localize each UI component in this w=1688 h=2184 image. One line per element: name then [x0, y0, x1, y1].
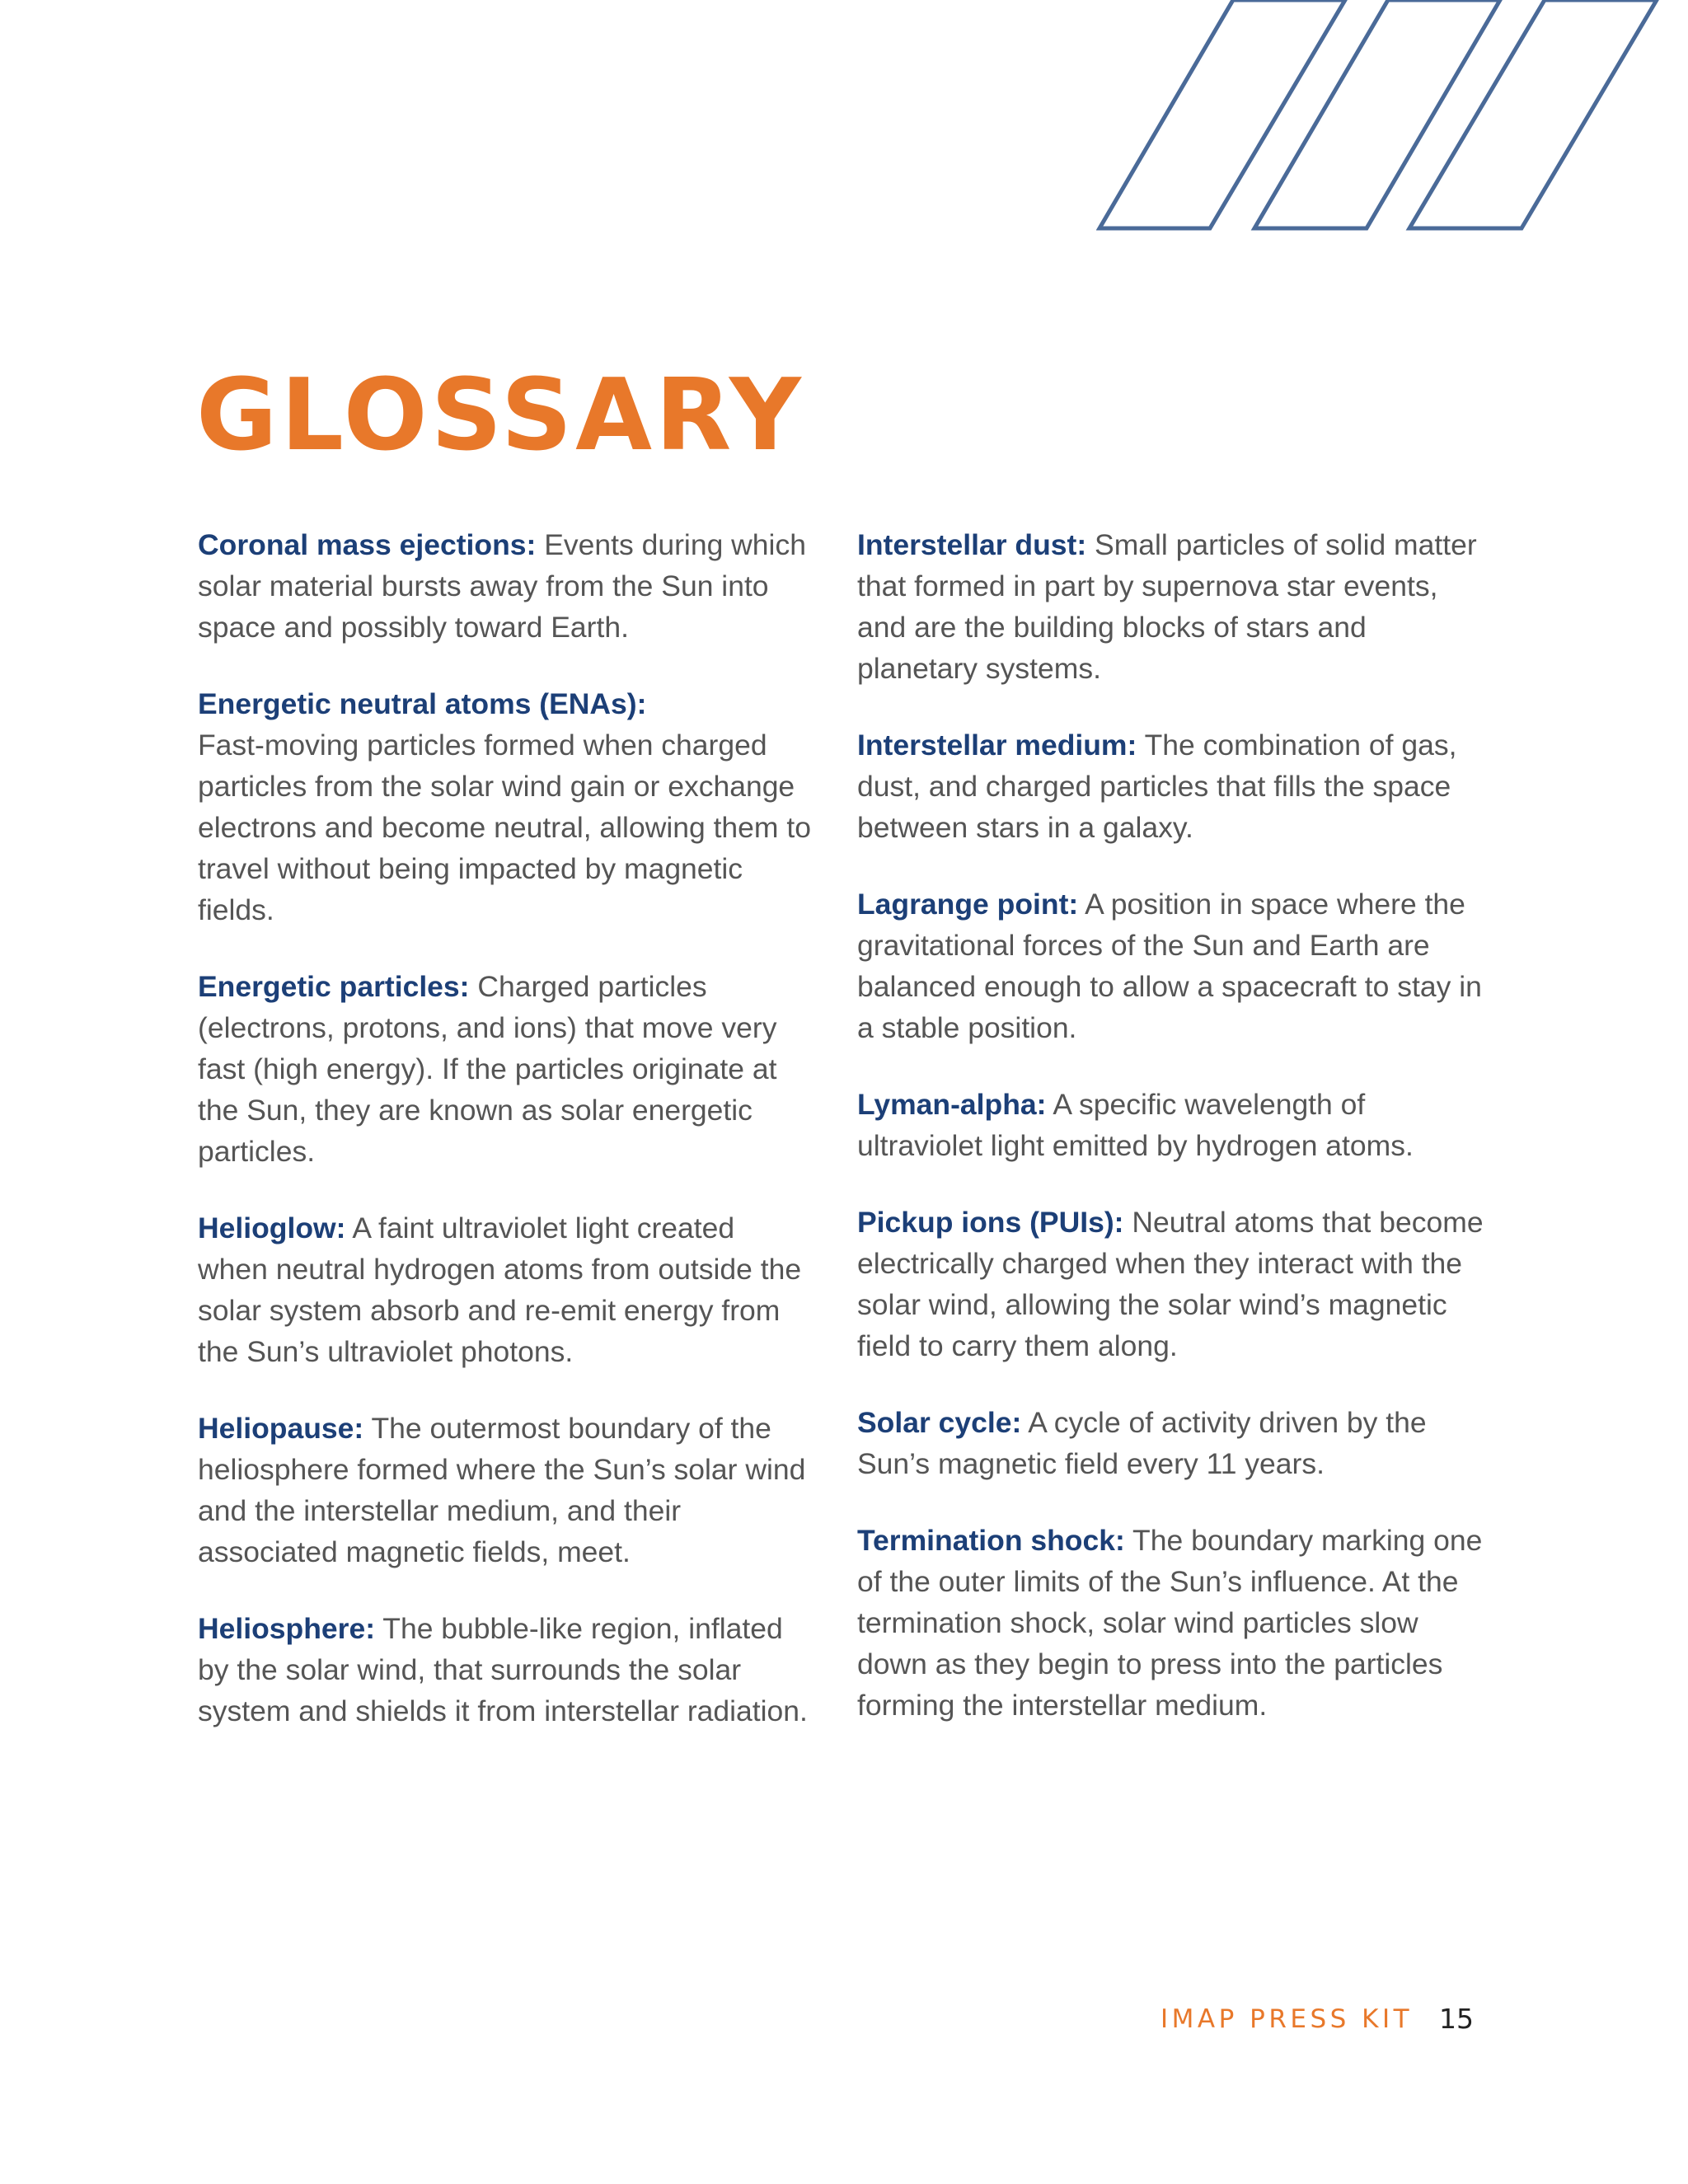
- glossary-entry: [857, 1520, 1492, 1726]
- glossary-entry: [857, 724, 1492, 848]
- glossary-entry: [857, 883, 1492, 1048]
- glossary-term: Solar cycle:: [857, 1406, 1022, 1439]
- glossary-entry: [198, 1207, 812, 1372]
- glossary-entry: [857, 1202, 1492, 1366]
- glossary-definition: The boundary marking one of the outer limits of the Sun’s influence. At the termination shock, solar wind particles slow down as they begin to press into the particles forming the interstellar medium.: [857, 1524, 1483, 1722]
- footer-press-kit-label: IMAP PRESS KIT: [1160, 2004, 1414, 2034]
- glossary-definition: A specific wavelength of ultraviolet light emitted by hydrogen atoms.: [857, 1088, 1414, 1162]
- glossary-entry: [198, 683, 812, 930]
- glossary-term: Interstellar dust:: [857, 528, 1087, 561]
- glossary-definition: Neutral atoms that become electrically charged when they interact with the solar wind, allowing the solar wind’s magnetic field to carry them along.: [857, 1206, 1484, 1362]
- glossary-term: Pickup ions (PUIs):: [857, 1206, 1124, 1239]
- glossary-definition: The combination of gas, dust, and charged particles that fills the space between stars in a galaxy.: [857, 729, 1457, 844]
- diagonal-stripes-decoration: [1096, 0, 1688, 239]
- glossary-term: Heliopause:: [198, 1412, 364, 1445]
- glossary-term: Helioglow:: [198, 1212, 346, 1244]
- glossary-definition: Events during which solar material bursts away from the Sun into space and possibly toward Earth.: [198, 528, 806, 644]
- glossary-definition: A faint ultraviolet light created when neutral hydrogen atoms from outside the solar system absorb and re-emit energy from the Sun’s ultraviolet photons.: [198, 1212, 802, 1368]
- glossary-term: Lagrange point:: [857, 888, 1079, 921]
- glossary-definition: A cycle of activity driven by the Sun’s magnetic field every 11 years.: [857, 1406, 1427, 1480]
- glossary-entry: [198, 524, 812, 648]
- stripe-3: [1409, 0, 1657, 228]
- glossary-definition: Charged particles (electrons, protons, and ions) that move very fast (high energy). If the particles originate at the Sun, they are known as solar energetic particles.: [198, 970, 777, 1168]
- glossary-column-left: [198, 524, 812, 1767]
- glossary-definition: A position in space where the gravitational forces of the Sun and Earth are balanced enough to allow a spacecraft to stay in a stable position.: [857, 888, 1482, 1044]
- glossary-entry: [857, 524, 1492, 689]
- glossary-term: Coronal mass ejections:: [198, 528, 537, 561]
- glossary-column-right: [857, 524, 1492, 1761]
- glossary-definition: Fast-moving particles formed when charged particles from the solar wind gain or exchange electrons and become neutral, allowing them to travel without being impacted by magnetic fields.: [198, 729, 811, 926]
- stripe-1: [1100, 0, 1345, 228]
- glossary-entry: [857, 1402, 1492, 1484]
- glossary-definition: Small particles of solid matter that formed in part by supernova star events, and are the building blocks of stars and planetary systems.: [857, 528, 1477, 685]
- glossary-entry: [198, 1408, 812, 1572]
- stripe-2: [1254, 0, 1500, 228]
- glossary-definition: The outermost boundary of the heliosphere formed where the Sun’s solar wind and the interstellar medium, and their associated magnetic fields, meet.: [198, 1412, 806, 1568]
- glossary-definition: The bubble-like region, inflated by the solar wind, that surrounds the solar system and shields it from interstellar radiation.: [198, 1612, 808, 1727]
- glossary-term: Interstellar medium:: [857, 729, 1137, 762]
- glossary-term: Heliosphere:: [198, 1612, 376, 1645]
- page-title: GLOSSARY: [196, 359, 804, 473]
- glossary-entry: [198, 1608, 812, 1732]
- glossary-entry: [198, 966, 812, 1172]
- glossary-entry: [857, 1084, 1492, 1166]
- glossary-term: Energetic particles:: [198, 970, 470, 1003]
- glossary-term: Termination shock:: [857, 1524, 1125, 1557]
- glossary-term: Lyman-alpha:: [857, 1088, 1047, 1121]
- glossary-term: Energetic neutral atoms (ENAs):: [198, 687, 647, 720]
- page-number: 15: [1439, 2003, 1474, 2035]
